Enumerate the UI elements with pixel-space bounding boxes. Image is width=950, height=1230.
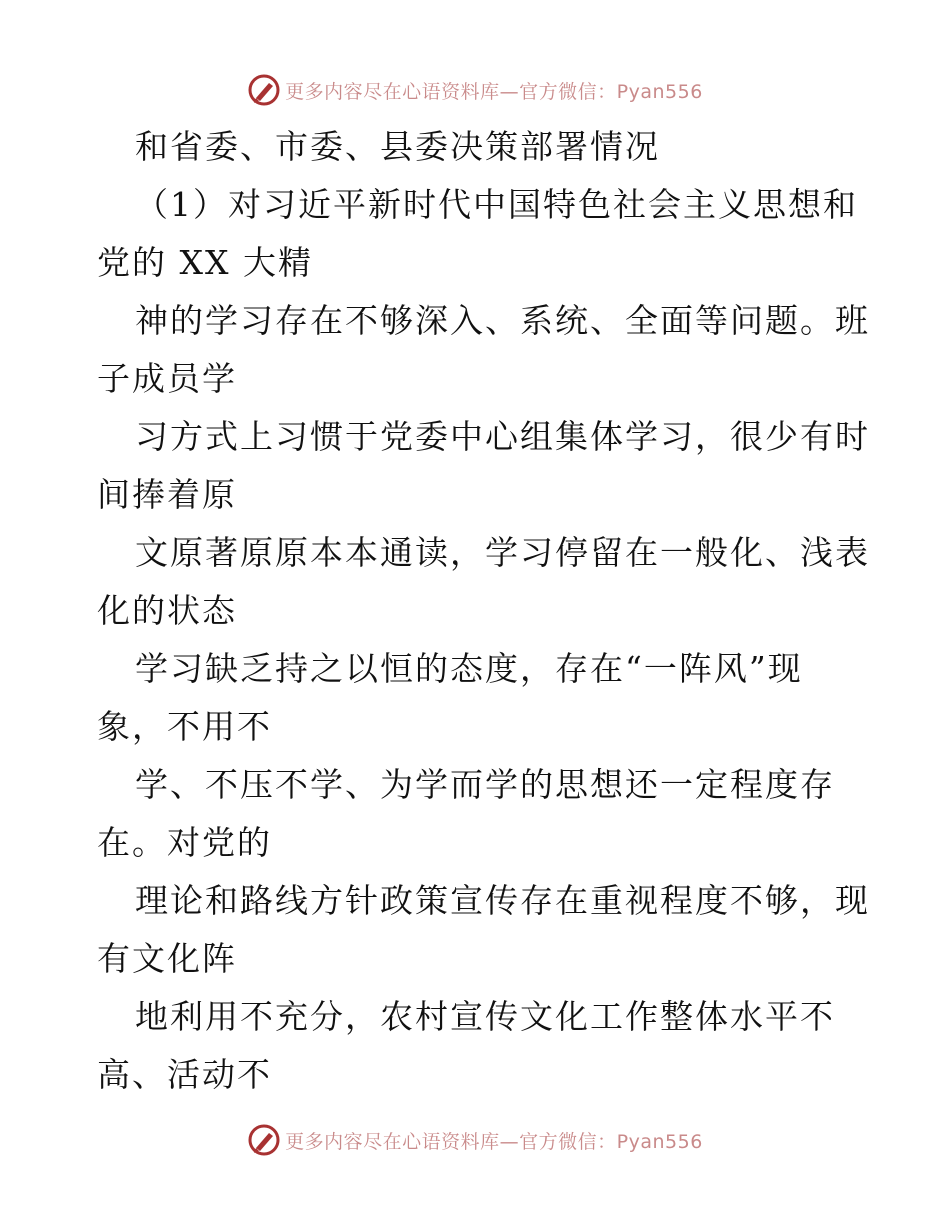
pen-logo-icon <box>247 73 281 107</box>
document-body <box>97 118 870 1104</box>
text-line: 地利用不充分，农村宣传文化工作整体水平不 <box>135 997 835 1036</box>
text-line: 间捧着原 <box>97 475 237 514</box>
text-line: 化的状态 <box>97 591 237 630</box>
footer-watermark-text: 更多内容尽在心语资料库—官方微信：Pyan556 <box>285 1130 703 1153</box>
text-line: 文原著原原本本通读，学习停留在一般化、浅表 <box>135 533 870 572</box>
text-line: （1）对习近平新时代中国特色社会主义思想和 <box>135 185 858 224</box>
text-line: 党的 XX 大精 <box>97 243 313 282</box>
header-watermark-text: 更多内容尽在心语资料库—官方微信：Pyan556 <box>285 80 703 103</box>
footer-watermark <box>0 1120 950 1160</box>
text-line: 习方式上习惯于党委中心组集体学习，很少有时 <box>135 417 870 456</box>
text-line: 高、活动不 <box>97 1055 272 1094</box>
header-watermark <box>0 70 950 110</box>
text-line: 神的学习存在不够深入、系统、全面等问题。班 <box>135 301 870 340</box>
text-line: 象，不用不 <box>97 707 272 746</box>
text-line: 和省委、市委、县委决策部署情况 <box>135 127 660 166</box>
text-line: 学习缺乏持之以恒的态度，存在“一阵风”现 <box>135 649 803 688</box>
text-line: 子成员学 <box>97 359 237 398</box>
text-line: 学、不压不学、为学而学的思想还一定程度存 <box>135 765 835 804</box>
text-line: 理论和路线方针政策宣传存在重视程度不够，现 <box>135 881 870 920</box>
text-line: 有文化阵 <box>97 939 237 978</box>
text-line: 在。对党的 <box>97 823 272 862</box>
pen-logo-icon <box>247 1123 281 1157</box>
